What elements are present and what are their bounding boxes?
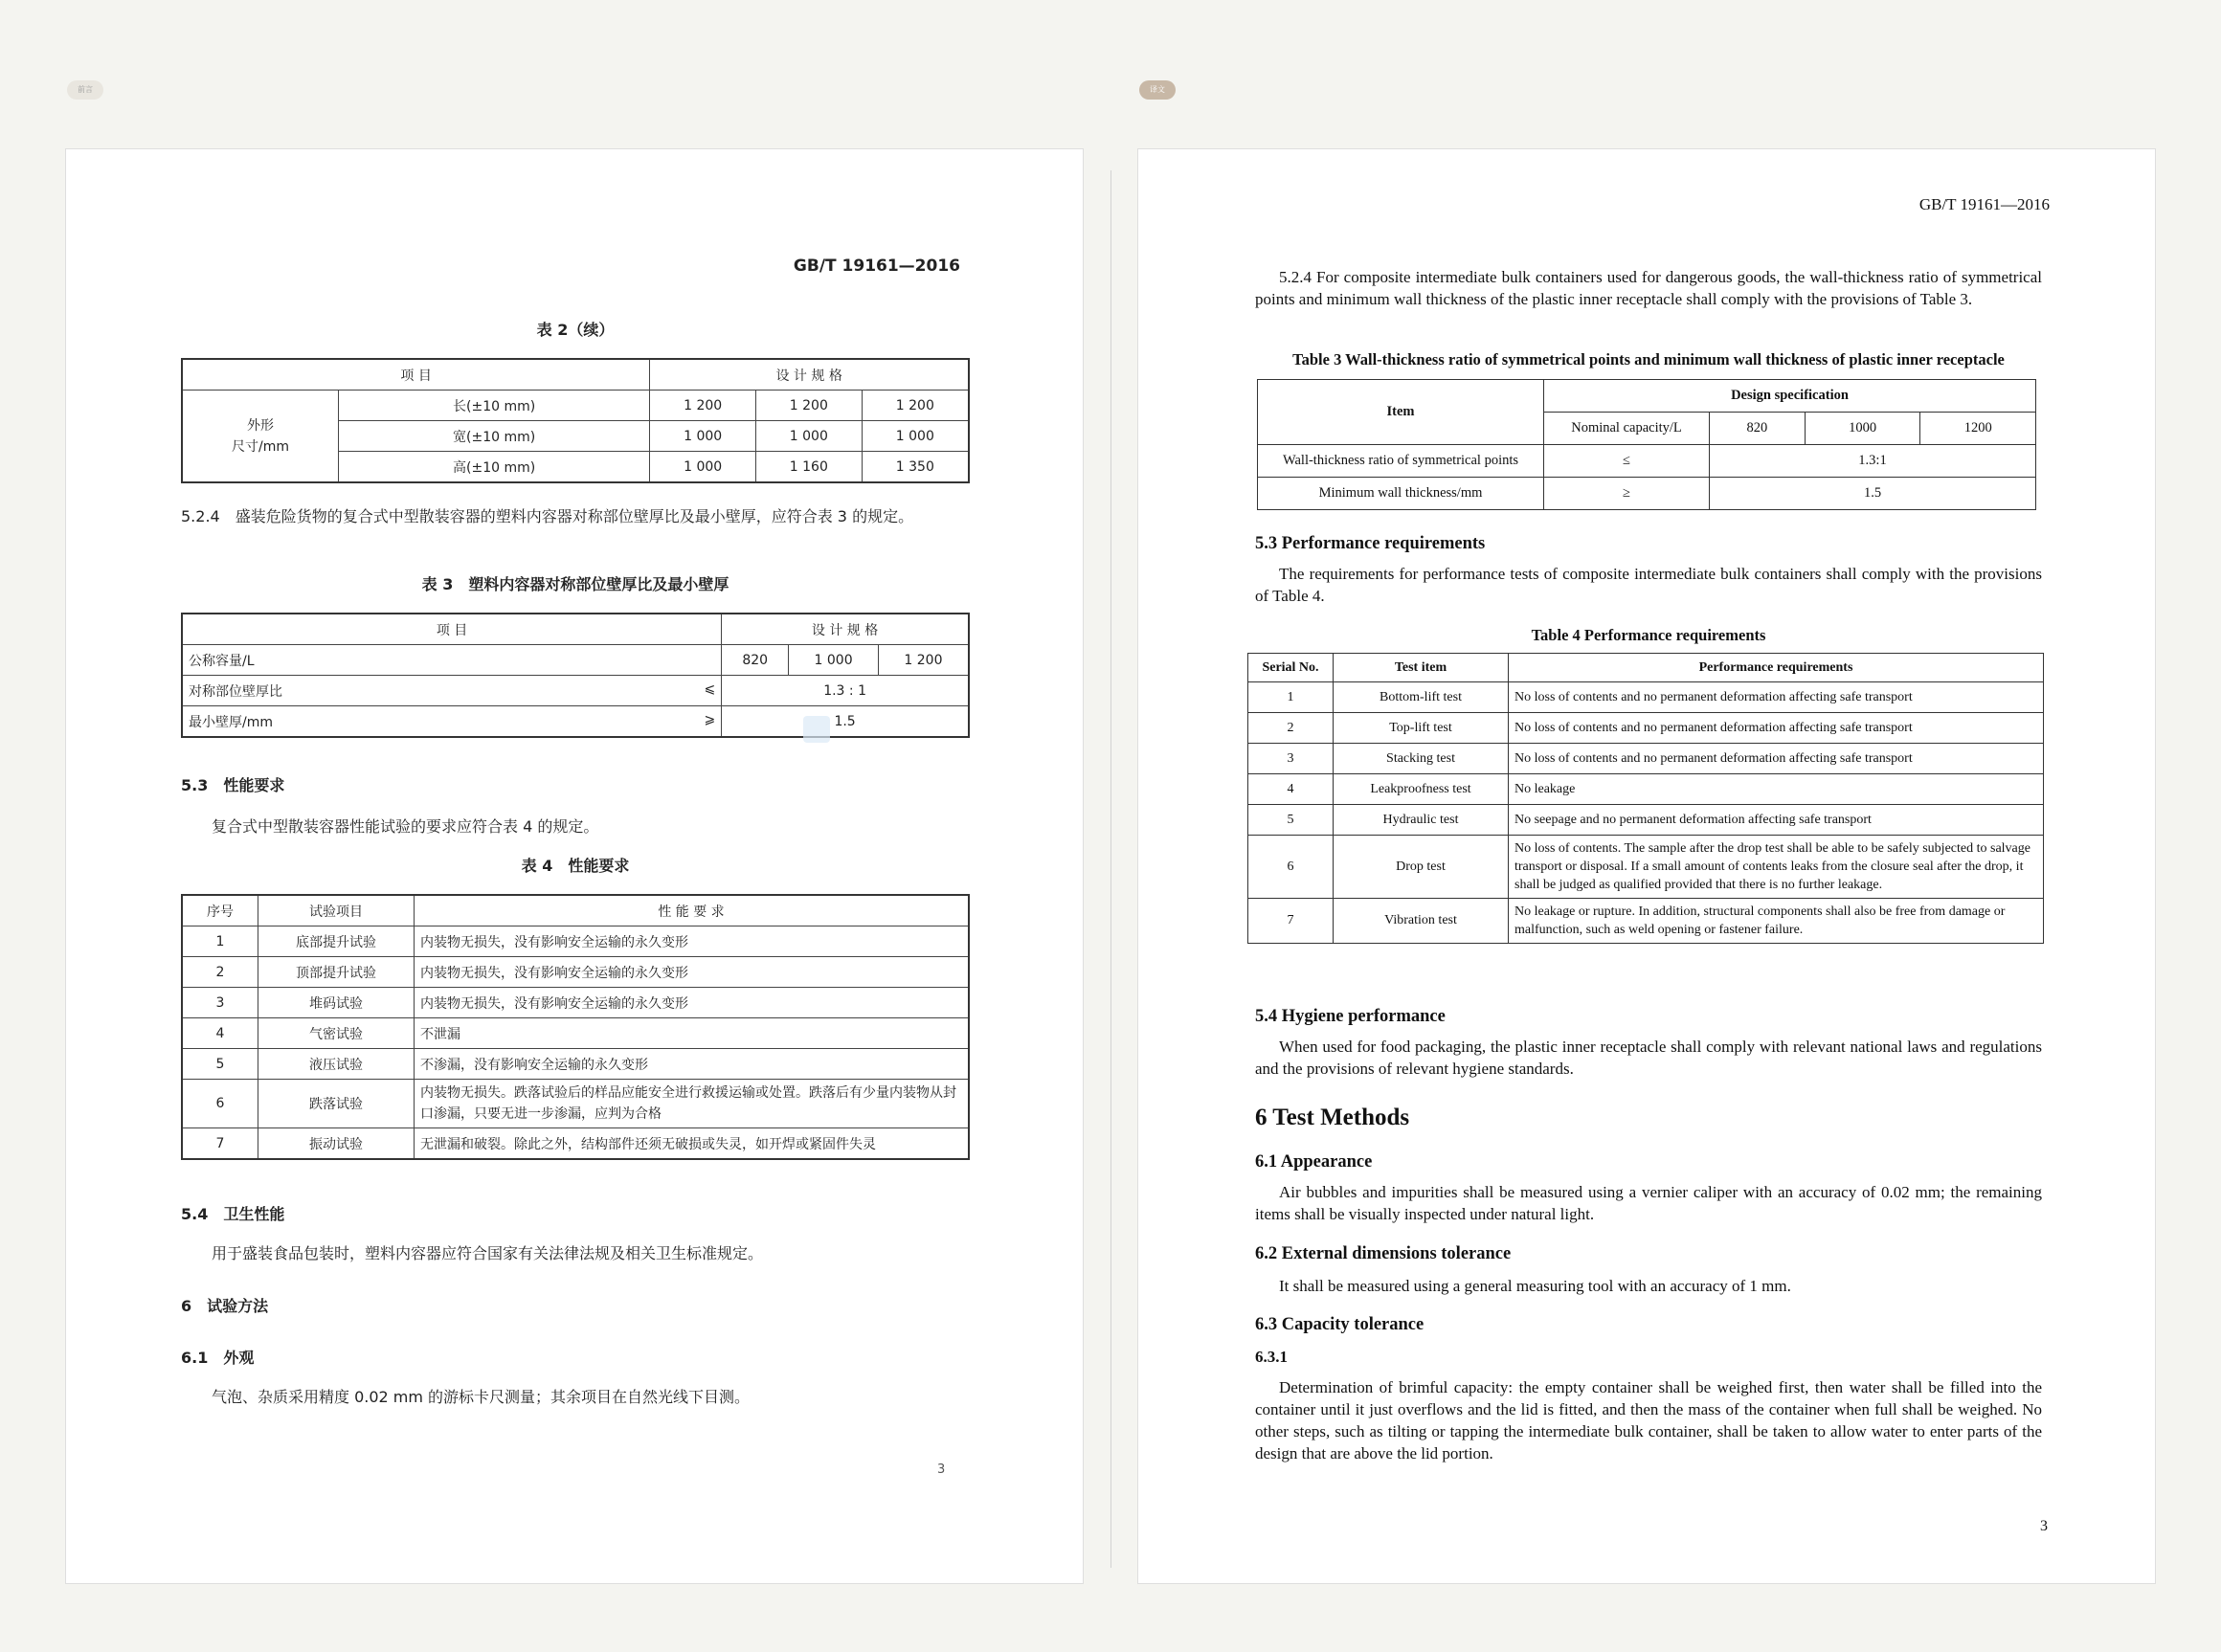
cell: Vibration test [1334,899,1509,944]
le-symbol: ≤ [1544,445,1710,478]
cell: No seepage and no permanent deformation affecting safe transport [1509,805,2044,836]
row-label: 长(±10 mm) [339,391,650,421]
group-label-line2: 尺寸/mm [232,438,289,455]
table4-header-req: 性 能 要 求 [415,895,970,926]
standard-header: GB/T 19161—2016 [1918,195,2050,213]
table3-header-spec: 设 计 规 格 [722,614,969,645]
table-row [182,988,969,1018]
cell: 5 [182,1049,258,1080]
clause-5-2-4: 5.2.4 盛装危险货物的复合式中型散装容器的塑料内容器对称部位壁厚比及最小壁厚，应符合表 3 的规定。 [181,507,914,525]
le-symbol: ⩽ [704,681,716,697]
cell: 内装物无损失。跌落试验后的样品应能安全进行救援运输或处置。跌落后有少量内装物从封口渗漏，只要无进一步渗漏，应判为合格 [415,1080,970,1128]
cell: 3 [1248,744,1334,774]
section-6-2-heading: 6.2 External dimensions tolerance [1255,1244,1512,1263]
cell: 顶部提升试验 [258,957,415,988]
cell: 820 [722,645,789,676]
section-6-1-text: Air bubbles and impurities shall be measured using a vernier caliper with an accuracy of 0.02 mm; the remaining items shall be visually inspected under natural light. [1255,1183,2042,1223]
cell: 1 000 [650,452,756,483]
cell: 1 350 [862,452,969,483]
cell: 6 [182,1080,258,1128]
section-6-3-1-heading: 6.3.1 [1255,1348,1288,1366]
cell: 1 000 [756,421,863,452]
cell: 内装物无损失，没有影响安全运输的永久变形 [415,926,970,957]
page-number: 3 [2040,1518,2048,1534]
cell: Stacking test [1334,744,1509,774]
table-row [1258,445,2036,478]
table-row [1248,713,2044,744]
cell: 1 200 [878,645,969,676]
table4-header-item: Test item [1334,654,1509,682]
table-row [1248,836,2044,899]
cell: 1.5 [1710,478,2036,510]
table-row [1248,744,2044,774]
section-5-3-text: The requirements for performance tests of composite intermediate bulk containers shall comply with the provisions of Table 4. [1255,565,2042,605]
cell: 2 [1248,713,1334,744]
left-page [65,148,1084,1584]
row-label: 公称容量/L [182,645,722,676]
cell: 7 [1248,899,1334,944]
table-row [182,957,969,988]
section-5-4-text: 用于盛装食品包装时，塑料内容器应符合国家有关法律法规及相关卫生标准规定。 [212,1244,764,1262]
section-6-1-text: 气泡、杂质采用精度 0.02 mm 的游标卡尺测量；其余项目在自然光线下目测。 [212,1388,751,1406]
cell: 7 [182,1128,258,1160]
row-label: 高(±10 mm) [339,452,650,483]
cell: 不渗漏，没有影响安全运输的永久变形 [415,1049,970,1080]
cell: Top-lift test [1334,713,1509,744]
cell: 液压试验 [258,1049,415,1080]
table-row [1258,478,2036,510]
cell: 不泄漏 [415,1018,970,1049]
cell: 2 [182,957,258,988]
cell: 1 200 [650,391,756,421]
ge-symbol: ≥ [1544,478,1710,510]
cell: No loss of contents. The sample after the drop test shall be able to be safely subjected to salvage transport or disposal. If a small amount of contents leaks from the closure seal after the drop, it shall be judged as qualified provided that there is no further leakage. [1509,836,2044,899]
table4 [181,894,970,1160]
table2-header-spec: 设 计 规 格 [650,359,969,391]
watermark-logo [803,716,830,743]
table2-header-item: 项 目 [182,359,650,391]
row-label: Wall-thickness ratio of symmetrical points [1258,445,1544,478]
section-6-heading: 6 Test Methods [1255,1105,1410,1130]
table-row [182,926,969,957]
section-5-4-heading: 5.4 卫生性能 [181,1205,285,1223]
standard-header: GB/T 19161—2016 [793,257,960,276]
section-6-2-text: It shall be measured using a general measuring tool with an accuracy of 1 mm. [1279,1277,1791,1295]
table2 [181,358,970,483]
table-row [1248,682,2044,713]
cell: 1200 [1920,413,2036,445]
table3-header-spec: Design specification [1544,380,2036,413]
group-label-line1: 外形 [247,417,274,434]
table4-header-req: Performance requirements [1509,654,2044,682]
section-6-1-heading: 6.1 Appearance [1255,1152,1373,1172]
section-5-4-text: When used for food packaging, the plastic inner receptacle shall comply with relevant national laws and regulations and the provisions of relevant hygiene standards. [1255,1038,2042,1078]
section-5-3-text: 复合式中型散装容器性能试验的要求应符合表 4 的规定。 [212,817,599,836]
cell: 4 [182,1018,258,1049]
table-row [182,1018,969,1049]
table-row [1248,774,2044,805]
page-tab-right[interactable]: 译文 [1139,80,1176,100]
table-row [182,676,969,706]
table-row [182,645,969,676]
right-page [1137,148,2156,1584]
cell: No leakage [1509,774,2044,805]
row-label-with-symbol [182,676,722,706]
book-spine [1110,170,1111,1568]
cell: 1 160 [756,452,863,483]
cell: Leakproofness test [1334,774,1509,805]
table2-group-label [182,391,339,483]
cell: 底部提升试验 [258,926,415,957]
cell: Drop test [1334,836,1509,899]
table-row [182,1128,969,1160]
cell: 1 [182,926,258,957]
table-row [1248,805,2044,836]
cell: 1 000 [650,421,756,452]
table-row [182,706,969,738]
clause-5-2-4: 5.2.4 For composite intermediate bulk containers used for dangerous goods, the wall-thickness ratio of symmetrical points and minimum wall thickness of the plastic inner receptacle shall comply with the provisions of Table 3. [1255,268,2042,308]
table3 [1257,379,2036,510]
ge-symbol: ⩾ [704,711,716,727]
cell: 820 [1710,413,1806,445]
cell: 1 [1248,682,1334,713]
cell: 振动试验 [258,1128,415,1160]
table2-caption: 表 2（续） [536,321,615,339]
table3-header-item: Item [1258,380,1544,445]
cell: 1.3 : 1 [722,676,969,706]
cell: 气密试验 [258,1018,415,1049]
table4-caption: Table 4 Performance requirements [1531,626,1766,644]
table4-caption: 表 4 性能要求 [521,857,630,875]
table4 [1247,653,2044,944]
row-label: 宽(±10 mm) [339,421,650,452]
table-row [182,1080,969,1128]
cell: 堆码试验 [258,988,415,1018]
cell: No loss of contents and no permanent deformation affecting safe transport [1509,713,2044,744]
cell: 1.3:1 [1710,445,2036,478]
row-label: 最小壁厚/mm [189,714,273,730]
cell: 1 000 [789,645,879,676]
cell: 内装物无损失，没有影响安全运输的永久变形 [415,988,970,1018]
table3 [181,613,970,738]
row-label-with-symbol [182,706,722,738]
page-number: 3 [937,1462,946,1477]
cell: Bottom-lift test [1334,682,1509,713]
section-6-1-heading: 6.1 外观 [181,1349,255,1367]
section-5-3-heading: 5.3 性能要求 [181,776,285,794]
cell: 3 [182,988,258,1018]
page-tab-left[interactable]: 前言 [67,80,103,100]
table3-caption: Table 3 Wall-thickness ratio of symmetrical points and minimum wall thickness of plastic inner receptacle [1292,350,2005,368]
cell: 1 200 [756,391,863,421]
cell: 1000 [1805,413,1920,445]
section-6-3-1-text: Determination of brimful capacity: the empty container shall be weighed first, then water shall be filled into the container until it just overflows and the lid is fitted, and then the mass of the container when full shall be weighed. No other steps, such as tilting or tapping the intermediate bulk container, shall be taken to allow water to enter parts of the design that are above the lid portion. [1255,1378,2042,1462]
cell: 1 200 [862,391,969,421]
table4-header-item: 试验项目 [258,895,415,926]
section-5-4-heading: 5.4 Hygiene performance [1255,1007,1446,1026]
cell: 跌落试验 [258,1080,415,1128]
section-6-heading: 6 试验方法 [181,1297,269,1315]
row-label: Minimum wall thickness/mm [1258,478,1544,510]
cell: Hydraulic test [1334,805,1509,836]
cell: 内装物无损失，没有影响安全运输的永久变形 [415,957,970,988]
cell: 6 [1248,836,1334,899]
cell: 4 [1248,774,1334,805]
cell: 1.5 [722,706,969,738]
cell: No leakage or rupture. In addition, structural components shall also be free from damage or malfunction, such as weld opening or fastener failure. [1509,899,2044,944]
cell: 1 000 [862,421,969,452]
table4-header-no: Serial No. [1248,654,1334,682]
cell: No loss of contents and no permanent deformation affecting safe transport [1509,682,2044,713]
table4-header-no: 序号 [182,895,258,926]
table-row [182,391,969,421]
table3-caption: 表 3 塑料内容器对称部位壁厚比及最小壁厚 [421,575,729,593]
table-row [1248,899,2044,944]
cell: No loss of contents and no permanent deformation affecting safe transport [1509,744,2044,774]
cell: 5 [1248,805,1334,836]
row-label: Nominal capacity/L [1544,413,1710,445]
row-label: 对称部位壁厚比 [189,683,282,700]
table3-header-item: 项 目 [182,614,722,645]
table-row [182,1049,969,1080]
cell: 无泄漏和破裂。除此之外，结构部件还须无破损或失灵，如开焊或紧固件失灵 [415,1128,970,1160]
section-6-3-heading: 6.3 Capacity tolerance [1255,1315,1425,1334]
section-5-3-heading: 5.3 Performance requirements [1255,534,1486,553]
